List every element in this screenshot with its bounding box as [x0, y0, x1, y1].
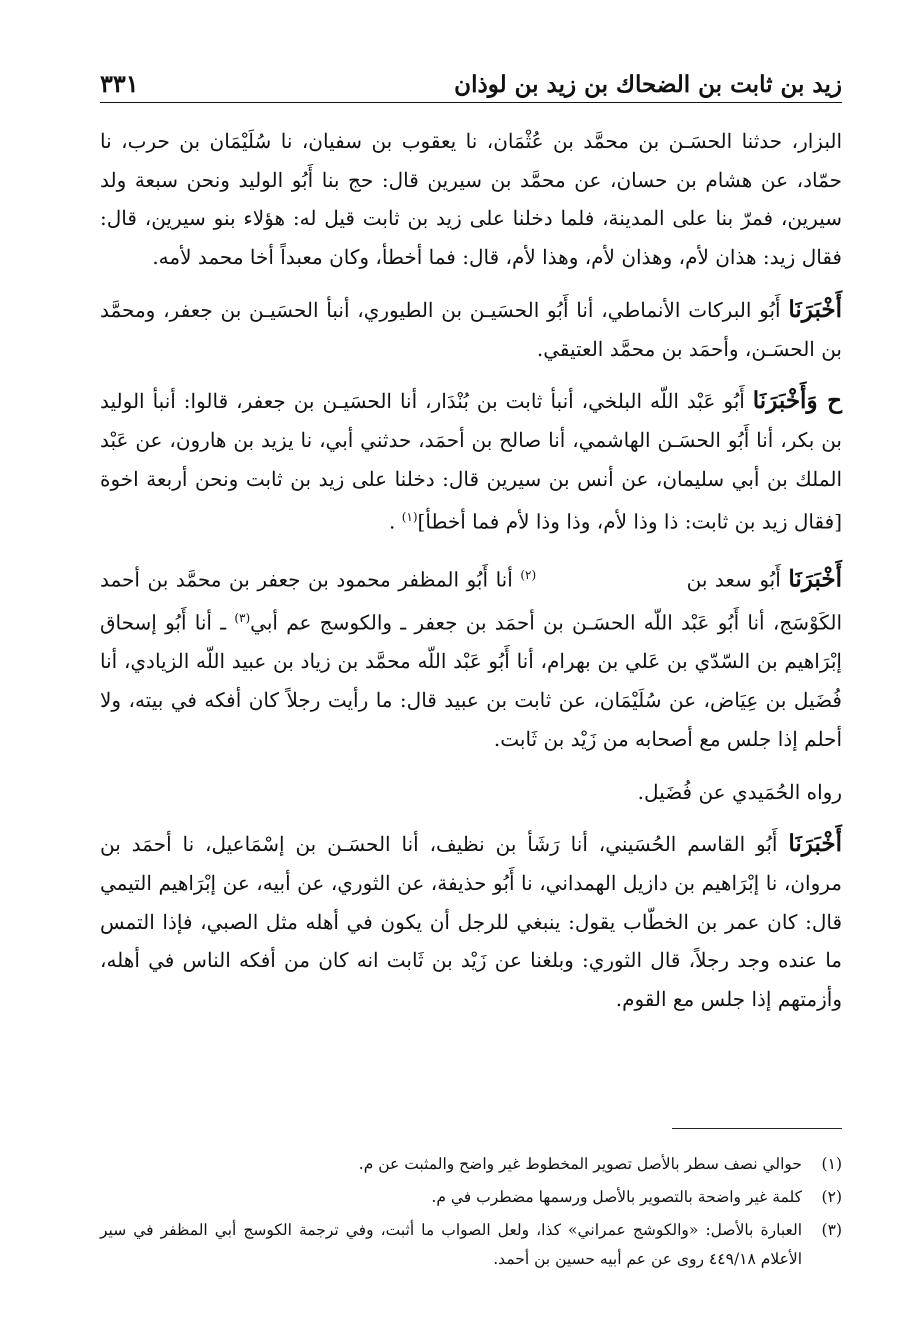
paragraph-tail: أنا أَبُو المظفر محمود بن جعفر بن محمَّد بن أحمد الكَوْسَج، أنا أَبُو عَبْد اللّه الحسَـن بن أحمَد بن جعفر ـ والكوسج عم أبي	[100, 567, 842, 635]
paragraph-text: البزار، حدثنا الحسَـن بن محمَّد بن عُثْمَان، نا يعقوب بن سفيان، نا سُلَيْمَان بن حرب، نا حمّاد، عن هشام بن حسان، عن محمَّد بن سيرين قال: حج بنا أَبُو الوليد ونحن سبعة ولد سيرين، فمرّ بنا على المدينة، فلما دخلنا على زيد بن ثابت قيل له: هؤلاء بنو سيرين، قال: فقال زيد: هذان لأم، وهذان لأم، وهذا لأم، قال: فما أخطأ، وكان معبداً أخا محمد لأمه.	[100, 129, 842, 270]
header-rule	[100, 102, 842, 103]
page-number: ٣٣١	[100, 69, 139, 98]
paragraph-lead: ح وَأَخْبَرَنَا	[752, 387, 843, 415]
footnote-ref: (٢)	[520, 567, 537, 582]
footnote-text: العبارة بالأصل: «والكوشج عمراني» كذا، ولعل الصواب ما أثبت، وفي ترجمة الكوسج أبي المظفر في سير الأعلام ٤٤٩/١٨ روى عن عم أبيه حسين بن أحمد.	[100, 1221, 802, 1268]
paragraph-text: أَبُو سعد بن ‏ ‏ ‏ ‏ ‏ ‏ ‏ ‏ ‏ ‏ ‏ ‏ ‏ ‏ ‏ ‏ ‏ ‏ ‏ ‏	[536, 567, 781, 592]
footnote-number: (١)	[821, 1155, 842, 1173]
paragraph-lead: أَخْبَرَنَا	[788, 295, 843, 323]
paragraph-3	[100, 382, 842, 541]
footnote-text: حوالي نصف سطر بالأصل تصوير المخطوط غير واضح والمثبت عن م.	[358, 1155, 802, 1173]
footnote-number: (٣)	[821, 1221, 842, 1239]
paragraph-lead: أَخْبَرَنَا	[788, 565, 842, 593]
footnote-ref: (١)	[401, 510, 418, 525]
paragraph-4	[100, 556, 842, 759]
page-header	[100, 58, 842, 98]
paragraph-6	[100, 825, 842, 1019]
paragraph-tail: ـ أنا أَبُو إسحاق إبْرَاهيم بن السّدّي بن عَلي بن بهرام، أنا أَبُو عَبْد اللّه محمَّد بن زياد بن عبيد اللّه الزيادي، أنا فُضَيل بن عِيَاض، عن سُلَيْمَان، عن ثابت بن عبيد قال: ما رأيت رجلاً كان أفكه في بيته، ولا أحلم إذا جلس مع أصحابه من زَيْد بن ثَابت.	[100, 610, 842, 751]
paragraph-5	[100, 773, 842, 812]
paragraph-text: أَبُو عَبْد اللّه البلخي، أنبأ ثابت بن بُنْدَار، أنا الحسَيـن بن جعفر، قالوا: أنبأ الوليد بن بكر، أنا أَبُو الحسَـن الهاشمي، أنا صالح بن أحمَد، حدثني أبي، نا يزيد بن هارون، عن عَبْد الملك بن أبي سليمان، عن أنس بن سيرين قال: دخلنا على زيد بن ثابت ونحن أربعة اخوة [فقال زيد بن ثابت: ذا وذا لأم، وذا وذا لأم فما أخطأ]	[100, 389, 843, 534]
paragraph-text: أَبُو البركات الأنماطي، أنا أَبُو الحسَيـن بن الطيوري، أنبأ الحسَيـن بن جعفر، ومحمَّد بن الحسَـن، وأحمَد بن محمَّد العتيقي.	[100, 297, 842, 361]
footnote-text: كلمة غير واضحة بالتصوير بالأصل ورسمها مضطرب في م.	[431, 1188, 802, 1206]
paragraph-2	[100, 291, 842, 368]
footnotes	[100, 1150, 842, 1278]
footnote-number: (٢)	[821, 1188, 842, 1206]
footnote-rule	[672, 1128, 842, 1129]
footnote-ref: (٣)	[234, 611, 251, 626]
footnote	[100, 1183, 842, 1212]
paragraph-tail: .	[389, 509, 396, 534]
paragraph-lead: أَخْبَرَنَا	[788, 830, 842, 858]
paragraph-1	[100, 122, 842, 277]
footnote	[100, 1216, 842, 1274]
footnote	[100, 1150, 842, 1179]
running-title: زيد بن ثابت بن الضحاك بن زيد بن لوذان	[454, 71, 842, 98]
main-text	[100, 122, 842, 1033]
paragraph-text: أَبُو القاسم الحُسَيني، أنا رَشَأ بن نظيف، أنا الحسَـن بن إسْمَاعيل، نا أحمَد بن مروان، نا إبْرَاهيم بن دازيل الهمداني، نا أَبُو حذيفة، عن الثوري، عن أبيه، عن إبْرَاهيم التيمي قال: كان عمر بن الخطّاب يقول: ينبغي للرجل أن يكون في أهله مثل الصبي، فإذا التمس ما عنده وجد رجلاً، قال الثوري: وبلغنا عن زَيْد بن ثَابت انه كان من أفكه الناس في أهله، وأزمتهم إذا جلس مع القوم.	[100, 832, 842, 1012]
paragraph-text: رواه الحُمَيدي عن فُضَيل.	[637, 779, 842, 804]
